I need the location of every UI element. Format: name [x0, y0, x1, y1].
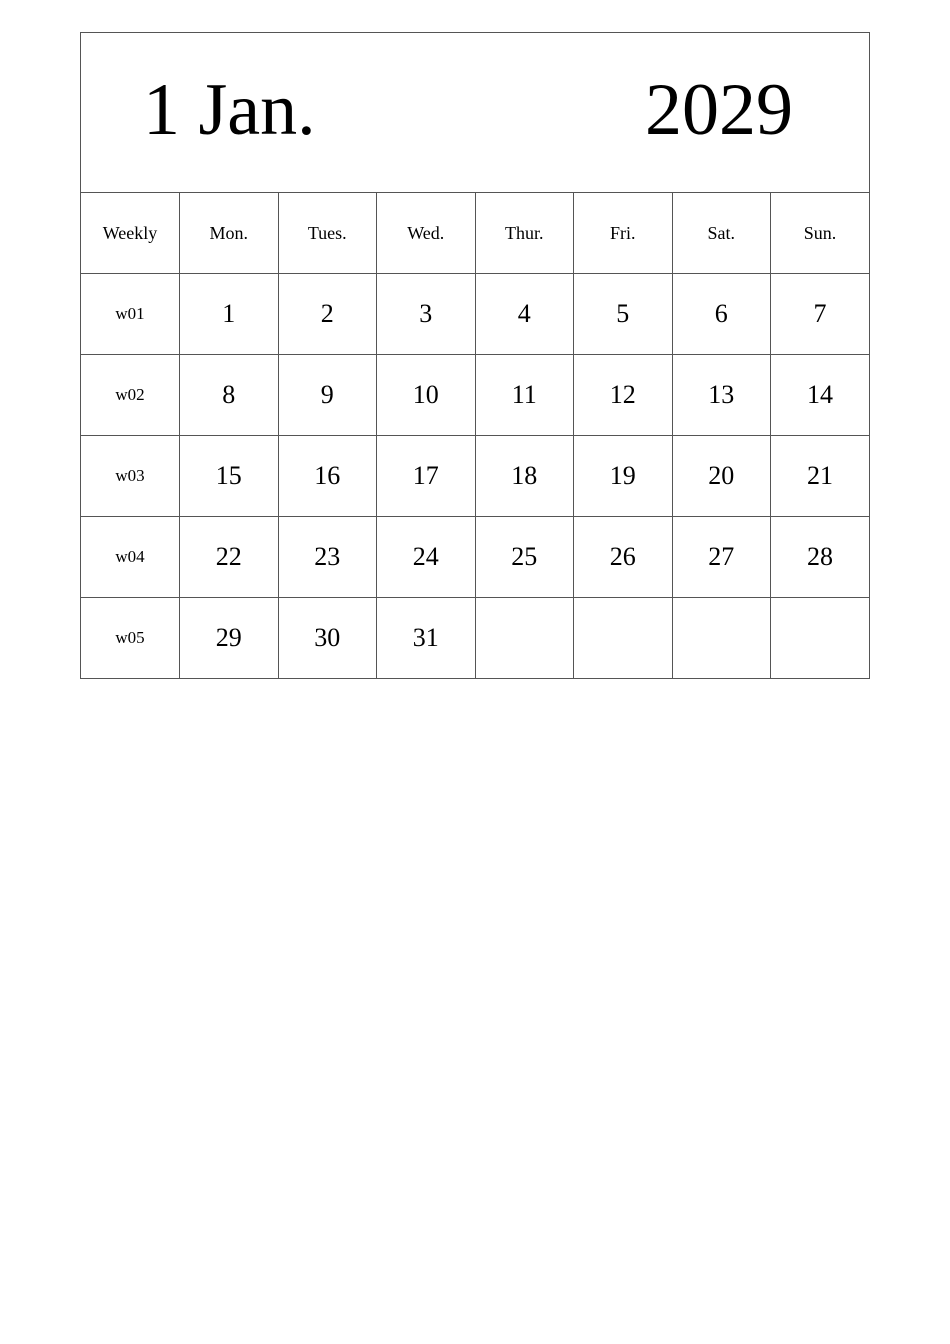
day-cell: 11: [475, 355, 574, 436]
week-label: w04: [81, 517, 180, 598]
day-cell: 30: [278, 598, 377, 679]
column-header-wed: Wed.: [377, 193, 476, 274]
week-row: [81, 436, 869, 517]
day-cell: 10: [377, 355, 476, 436]
day-cell: 18: [475, 436, 574, 517]
day-cell: 15: [180, 436, 279, 517]
column-header-sun: Sun.: [771, 193, 870, 274]
calendar-header: [81, 33, 869, 193]
day-cell: 1: [180, 274, 279, 355]
day-cell: 5: [574, 274, 673, 355]
day-cell: 17: [377, 436, 476, 517]
day-cell: 19: [574, 436, 673, 517]
week-row: [81, 355, 869, 436]
day-cell: 22: [180, 517, 279, 598]
column-header-thu: Thur.: [475, 193, 574, 274]
year-title: 2029: [645, 69, 793, 151]
column-header-fri: Fri.: [574, 193, 673, 274]
day-cell: [672, 598, 771, 679]
day-cell: 16: [278, 436, 377, 517]
day-cell: [475, 598, 574, 679]
day-cell: 13: [672, 355, 771, 436]
week-label: w01: [81, 274, 180, 355]
week-label: w03: [81, 436, 180, 517]
day-cell: 7: [771, 274, 870, 355]
day-cell: 4: [475, 274, 574, 355]
day-cell: 21: [771, 436, 870, 517]
day-cell: 3: [377, 274, 476, 355]
day-cell: 24: [377, 517, 476, 598]
week-label: w05: [81, 598, 180, 679]
column-header-tue: Tues.: [278, 193, 377, 274]
day-cell: 6: [672, 274, 771, 355]
day-cell: 12: [574, 355, 673, 436]
calendar: [80, 32, 870, 679]
day-cell: 14: [771, 355, 870, 436]
column-header-mon: Mon.: [180, 193, 279, 274]
weekday-header-row: [81, 193, 869, 274]
column-header-sat: Sat.: [672, 193, 771, 274]
calendar-grid: [81, 193, 869, 678]
day-cell: 23: [278, 517, 377, 598]
week-row: [81, 274, 869, 355]
day-cell: 2: [278, 274, 377, 355]
week-row: [81, 598, 869, 679]
day-cell: 29: [180, 598, 279, 679]
day-cell: 9: [278, 355, 377, 436]
day-cell: [574, 598, 673, 679]
month-title: 1 Jan.: [143, 69, 316, 151]
day-cell: 26: [574, 517, 673, 598]
day-cell: 8: [180, 355, 279, 436]
week-row: [81, 517, 869, 598]
day-cell: 25: [475, 517, 574, 598]
day-cell: 31: [377, 598, 476, 679]
day-cell: 28: [771, 517, 870, 598]
day-cell: 27: [672, 517, 771, 598]
day-cell: [771, 598, 870, 679]
day-cell: 20: [672, 436, 771, 517]
week-label: w02: [81, 355, 180, 436]
column-header-weekly: Weekly: [81, 193, 180, 274]
